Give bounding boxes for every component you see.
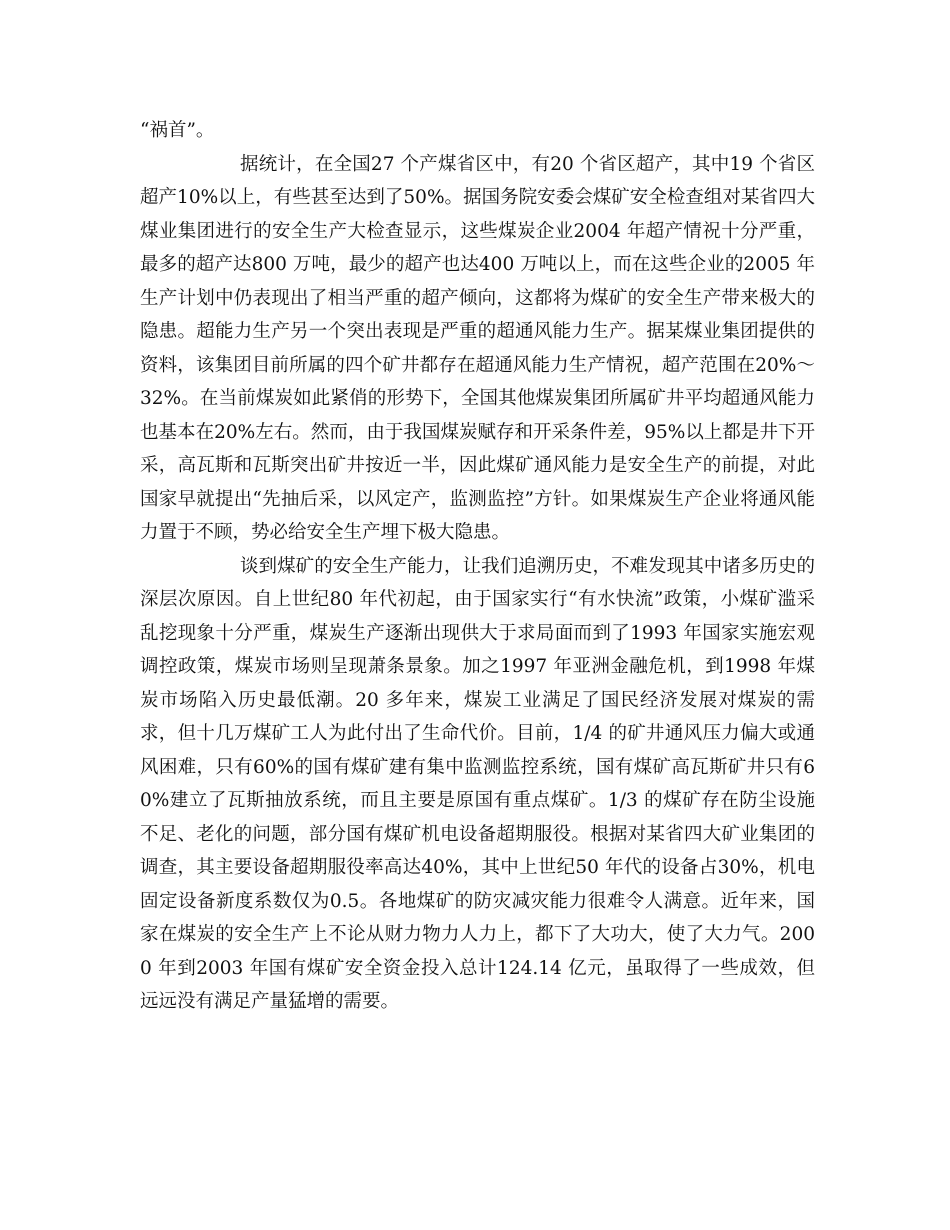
paragraph-continuation: “祸首”。 <box>140 120 215 141</box>
document-body <box>140 114 815 1019</box>
paragraph-overproduction-statistics: 据统计，在全国27 个产煤省区中，有20 个省区超产，其中19 个省区超产10%以上，有些甚至达到了50%。据国务院安委会煤矿安全检查组对某省四大煤业集团进行的安全生产大检查显示，这些煤炭企业2004 年超产情祝十分严重，最多的超产达800 万吨，最少的超产也达400 万吨以上，而在这些企业的2005 年生产计划中仍表现出了相当严重的超产倾向，这都将为煤矿的安全生产带来极大的隐患。超能力生产另一个突出表现是严重的超通风能力生产。据某煤业集团提供的资料，该集团目前所属的四个矿井都存在超通风能力生产情祝，超产范围在20%～32%。在当前煤炭如此紧俏的形势下，全国其他煤炭集团所属矿井平均超通风能力也基本在20%左右。然而，由于我国煤炭赋存和开采条件差，95%以上都是井下开采，高瓦斯和瓦斯突出矿井按近一半，因此煤矿通风能力是安全生产的前提，对此国家早就提出“先抽后采，以风定产，监测监控”方针。如果煤炭生产企业将通风能力置于不顾，势必给安全生产埋下极大隐患。 <box>140 153 815 543</box>
paragraph-safety-history: 谈到煤矿的安全生产能力，让我们追溯历史，不难发现其中诸多历史的深层次原因。自上世纪80 年代初起，由于国家实行“有水快流”政策，小煤矿滥采乱挖现象十分严重，煤炭生产逐渐出现供大于求局面而到了1993 年国家实施宏观调控政策，煤炭市场则呈现萧条景象。加之1997 年亚洲金融危机，到1998 年煤炭市场陷入历史最低潮。20 多年来，煤炭工业满足了国民经济发展对煤炭的需求，但十几万煤矿工人为此付出了生命代价。目前，1/4 的矿井通风压力偏大或通风困难，只有60%的国有煤矿建有集中监测监控系统，国有煤矿高瓦斯矿井只有60%建立了瓦斯抽放系统，而且主要是原国有重点煤矿。1/3 的煤矿存在防尘设施不足、老化的问题，部分国有煤矿机电设备超期服役。根据对某省四大矿业集团的调查，其主要设备超期服役率高达40%，其中上世纪50 年代的设备占30%，机电固定设备新度系数仅为0.5。各地煤矿的防灾减灾能力很难令人满意。近年来，国家在煤炭的安全生产上不论从财力物力人力上，都下了大功大，使了大力气。2000 年到2003 年国有煤矿安全资金投入总计124.14 亿元，虽取得了一些成效，但远远没有满足产量猛增的需要。 <box>140 555 815 1012</box>
